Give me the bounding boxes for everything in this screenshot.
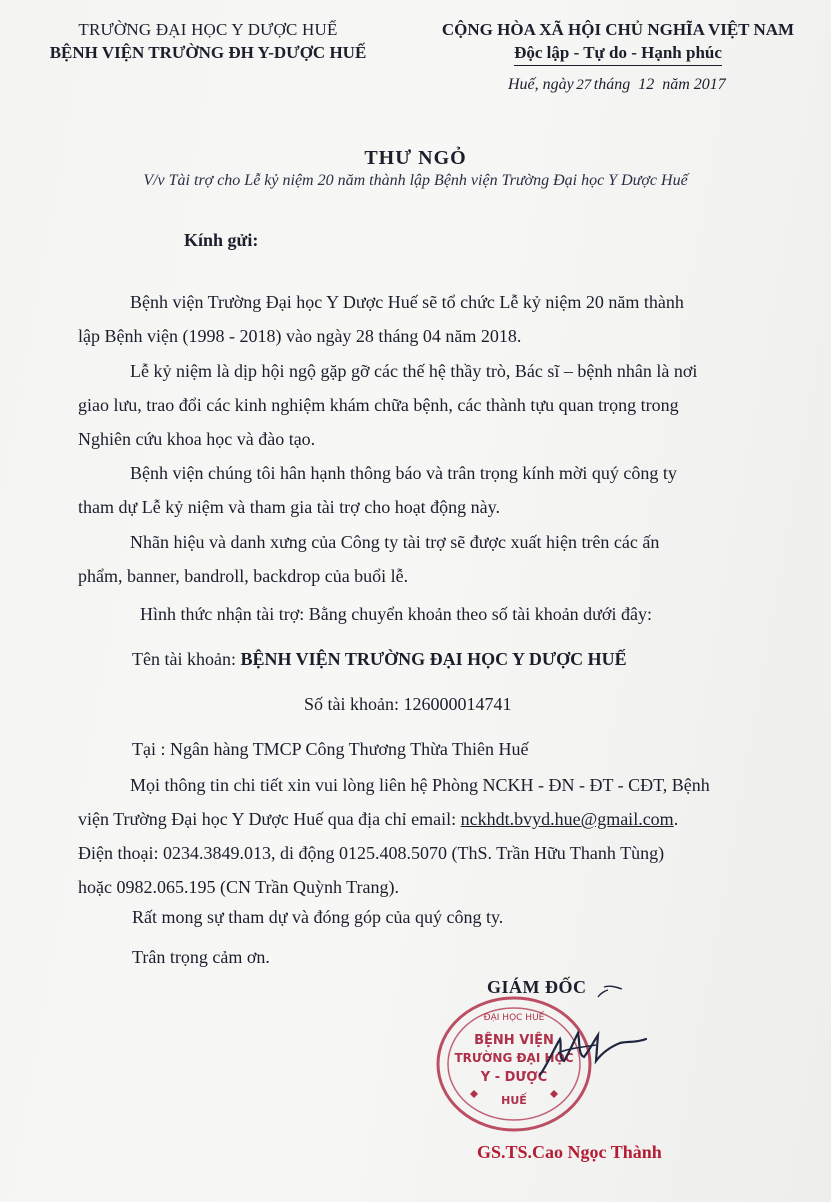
handwritten-signature <box>500 975 650 1095</box>
hospital-name: BỆNH VIỆN TRƯỜNG ĐH Y-DƯỢC HUẾ <box>49 43 367 62</box>
national-header <box>418 18 818 66</box>
paragraph-purpose: Lễ kỷ niệm là dịp hội ngộ gặp gỡ các thế hệ thầy trò, Bác sĩ – bệnh nhân là nơi giao lưu, trao đổi các kinh nghiệm khám chữa bệnh, các thành tựu quan trọng trong Nghiên cứu khoa học và đào tạo. <box>78 361 698 449</box>
letter-subject: V/v Tài trợ cho Lễ kỷ niệm 20 năm thành lập Bệnh viện Trường Đại học Y Dược Huế <box>143 172 688 189</box>
letter-title: THƯ NGỎ <box>364 147 467 169</box>
payment-mode: Hình thức nhận tài trợ: Bằng chuyển khoản theo số tài khoản dưới đây: <box>140 604 652 624</box>
paragraph-event: Bệnh viện Trường Đại học Y Dược Huế sẽ tổ chức Lễ kỷ niệm 20 năm thành lập Bệnh viện (1998 - 2018) vào ngày 28 tháng 04 năm 2018. <box>78 292 684 346</box>
closing-thanks: Trân trọng cảm ơn. <box>132 947 270 967</box>
republic-name: CỘNG HÒA XÃ HỘI CHỦ NGHĨA VIỆT NAM <box>441 20 795 39</box>
signer-name: GS.TS.Cao Ngọc Thành <box>477 1142 662 1162</box>
signatory-role: GIÁM ĐỐC <box>487 977 587 997</box>
date-year: 2017 <box>693 76 726 93</box>
stamp-line-2: TRƯỜNG ĐẠI HỌC <box>454 1051 574 1065</box>
stamp-ring-text: ĐẠI HỌC HUẾ <box>483 1013 545 1023</box>
stamp-line-3: Y - DƯỢC <box>480 1070 548 1085</box>
national-motto: Độc lập - Tự do - Hạnh phúc <box>514 41 722 66</box>
stamp-line-1: BỆNH VIỆN <box>474 1033 554 1048</box>
account-number: 126000014741 <box>403 694 512 714</box>
bank-name: Tại : Ngân hàng TMCP Công Thương Thừa Thiên Huế <box>132 739 529 759</box>
stamp-line-4: HUẾ <box>501 1094 527 1107</box>
closing-request: Rất mong sự tham dự và đóng góp của quý công ty. <box>132 907 504 927</box>
issuer-header <box>38 18 378 64</box>
contact-paragraph: Mọi thông tin chi tiết xin vui lòng liên hệ Phòng NCKH - ĐN - ĐT - CĐT, Bệnh viện Trường Đại học Y Dược Huế qua địa chỉ email: nckhdt.bvyd.hue@gmail.com. Điện thoại: 0234.3849.013, di động 0125.408.5070 (ThS. Trần Hữu Thanh Tùng) hoặc 0982.065.195 (CN Trần Quỳnh Trang). <box>78 775 710 897</box>
account-number-line: Số tài khoản: 126000014741 <box>304 694 512 714</box>
university-name: TRƯỜNG ĐẠI HỌC Y DƯỢC HUẾ <box>78 20 338 39</box>
greeting: Kính gửi: <box>184 230 259 250</box>
letter-date: Huế, ngày 27 tháng 12 năm 2017 <box>508 76 726 93</box>
account-name-line: Tên tài khoản: BỆNH VIỆN TRƯỜNG ĐẠI HỌC Y DƯỢC HUẾ <box>132 649 627 669</box>
date-month: 12 <box>638 76 655 93</box>
email-link[interactable]: nckhdt.bvyd.hue@gmail.com <box>460 809 674 829</box>
paragraph-branding: Nhãn hiệu và danh xưng của Công ty tài trợ sẽ được xuất hiện trên các ấn phẩm, banner, bandroll, backdrop của buổi lễ. <box>78 532 660 586</box>
date-day: 27 <box>576 77 592 93</box>
account-name: BỆNH VIỆN TRƯỜNG ĐẠI HỌC Y DƯỢC HUẾ <box>240 649 627 669</box>
paragraph-invitation: Bệnh viện chúng tôi hân hạnh thông báo và trân trọng kính mời quý công ty tham dự Lễ kỷ niệm và tham gia tài trợ cho hoạt động này. <box>78 463 677 517</box>
